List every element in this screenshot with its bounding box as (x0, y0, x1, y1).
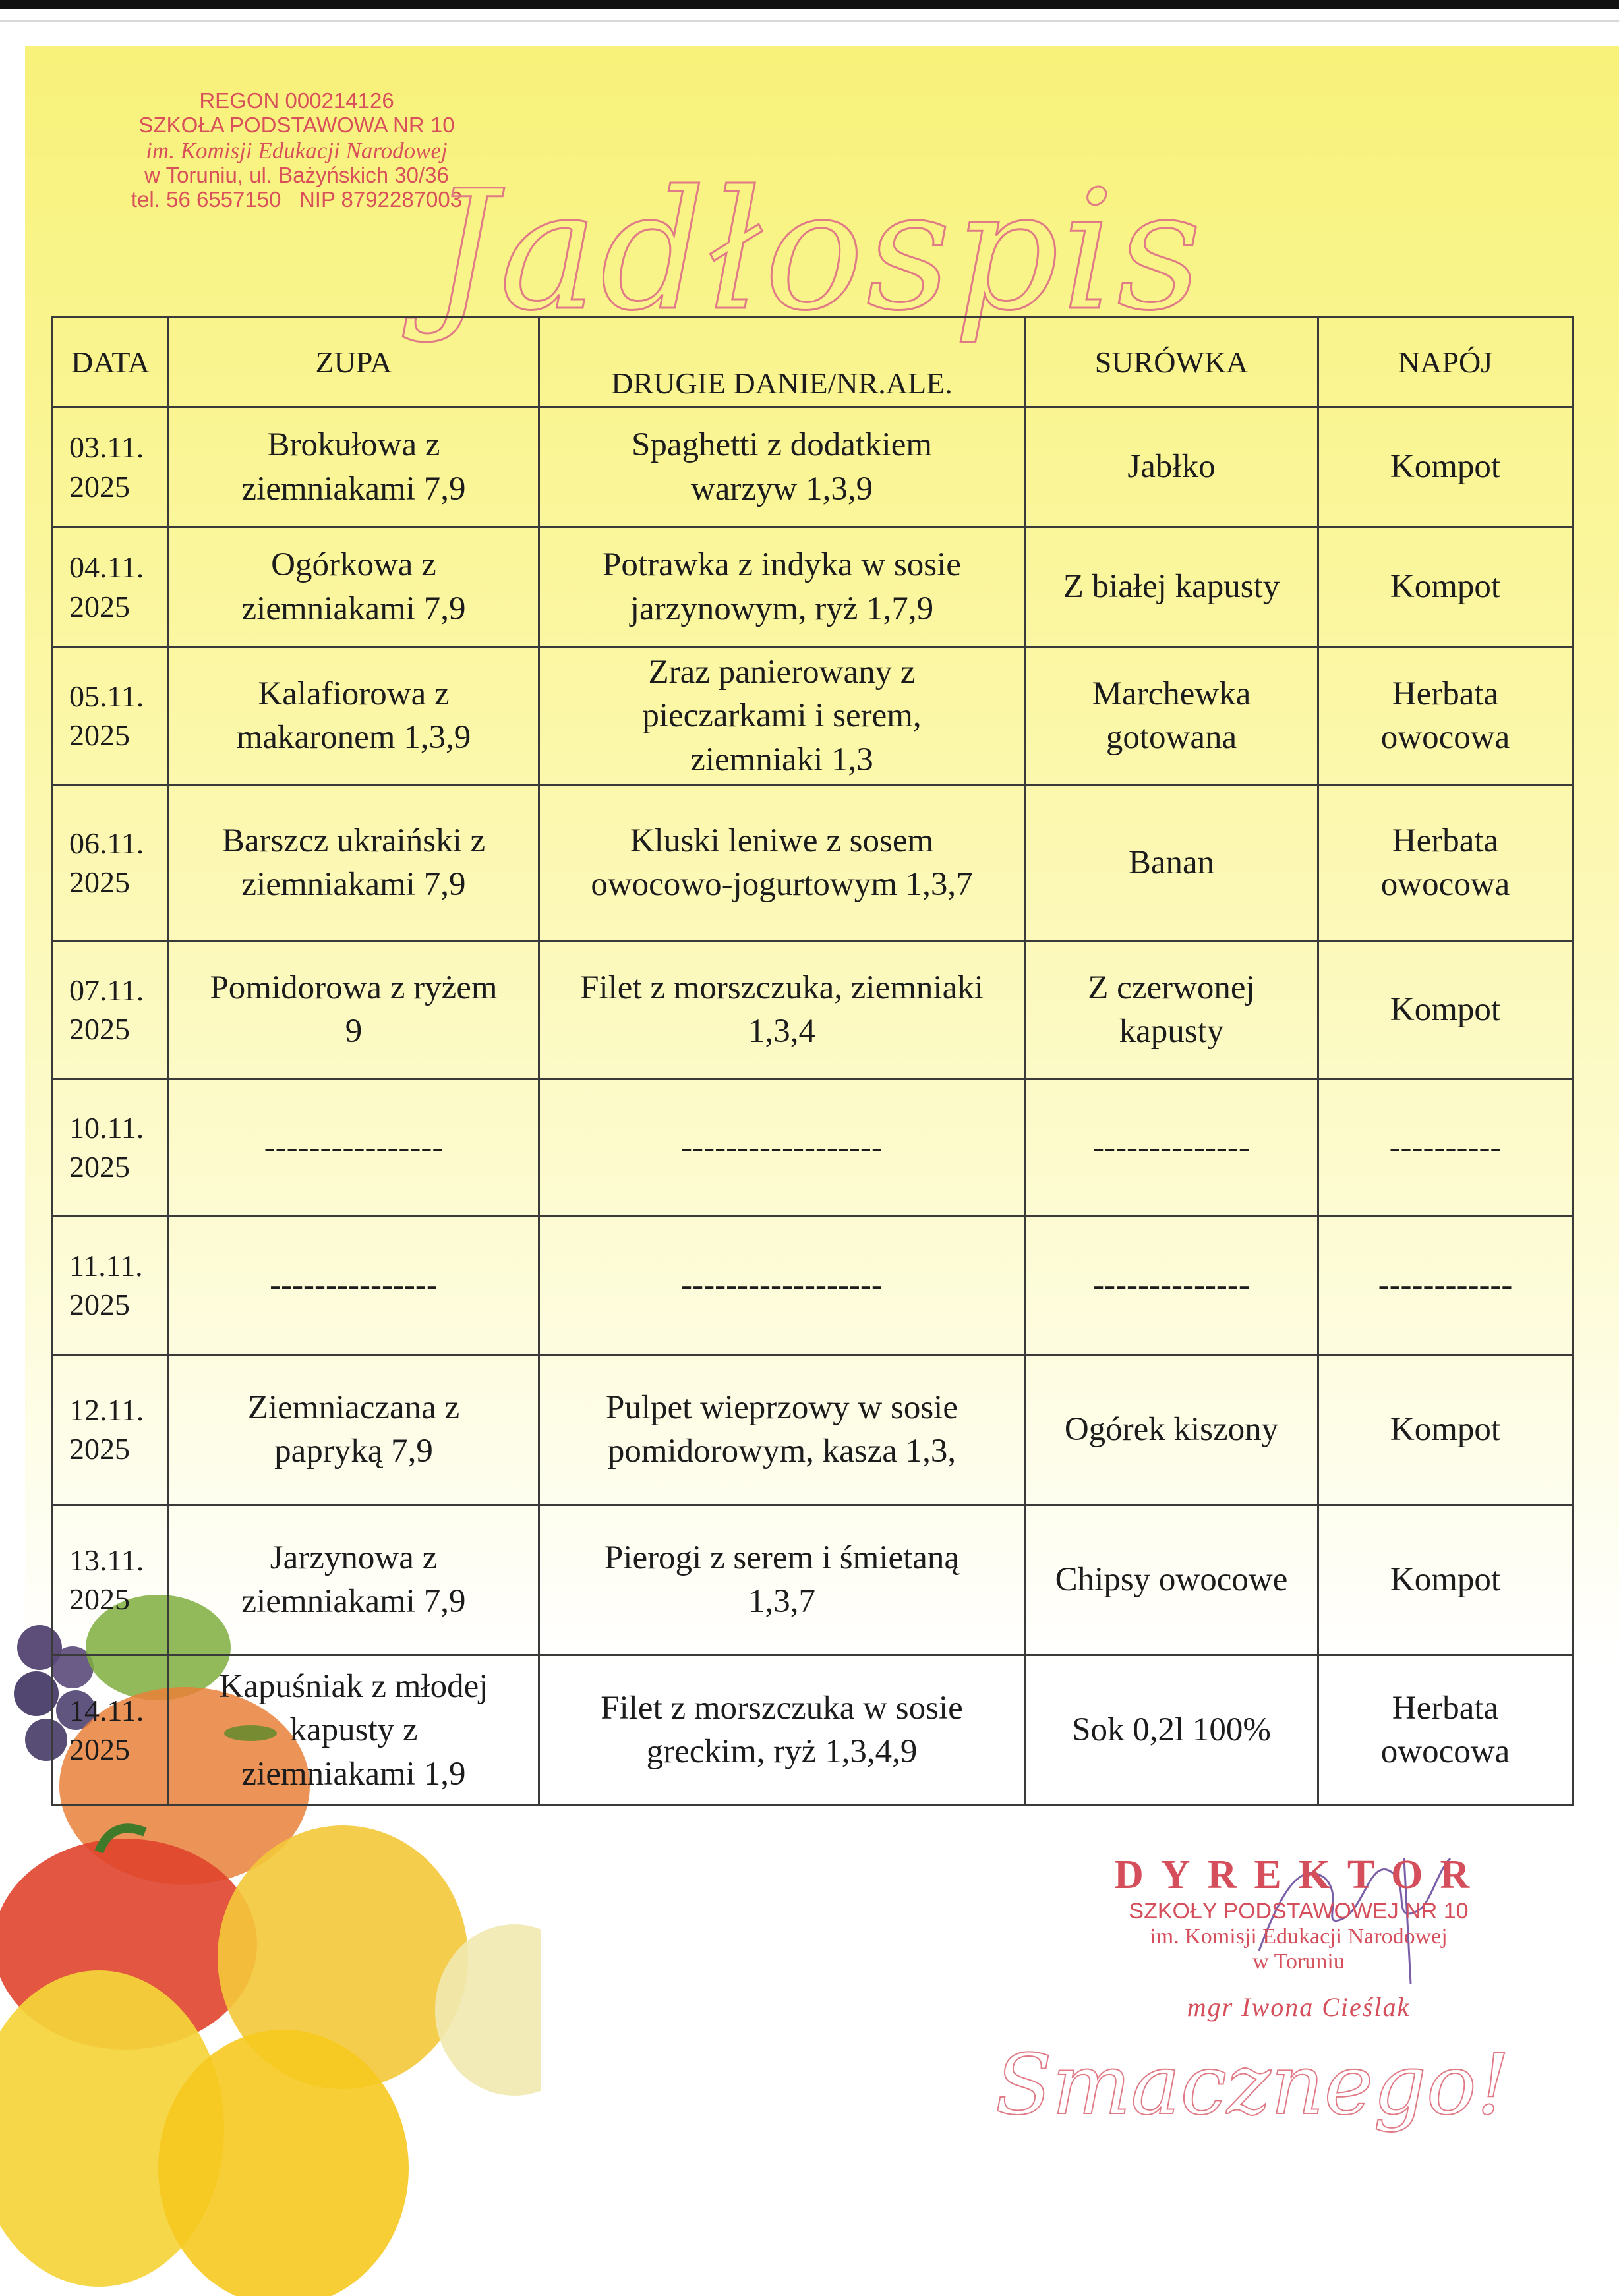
menu-table (51, 316, 1574, 1806)
scan-top-edge (0, 0, 1619, 9)
salad-cell (1025, 785, 1318, 940)
date-cell (53, 647, 169, 786)
cell-line: Sok 0,2l 100% (1072, 1711, 1271, 1749)
table-row (53, 1216, 1573, 1354)
cell-line: warzyw 1,3,9 (690, 470, 873, 507)
cell-line: 2025 (69, 865, 130, 900)
cell-line: Pulpet wieprzowy w sosie (605, 1389, 958, 1427)
cell-line: owocowa (1380, 1733, 1510, 1771)
drink-cell (1318, 1505, 1573, 1655)
table-row (53, 785, 1573, 940)
header-salad: SURÓWKA (1025, 318, 1318, 407)
stamp-regon: REGON 000214126 (199, 88, 394, 113)
drink-cell (1318, 647, 1573, 786)
cell-line: Spaghetti z dodatkiem (631, 426, 933, 464)
cell-line: -------------- (1093, 1129, 1250, 1166)
cell-line: 2025 (69, 469, 130, 503)
stamp-phone: tel. 56 6557150 (131, 187, 281, 212)
cell-line: Kalafiorowa z (258, 675, 450, 713)
date-cell (53, 1354, 169, 1505)
director-title: DYREKTOR (1114, 1852, 1487, 1897)
stamp-patron: im. Komisji Edukacji Narodowej (146, 137, 448, 163)
cell-line: 1,3,4 (748, 1013, 815, 1050)
header-soup: ZUPA (169, 318, 539, 407)
table-row (53, 407, 1573, 527)
salad-cell (1025, 1354, 1318, 1505)
cell-line: Banan (1128, 844, 1215, 882)
drink-cell (1318, 940, 1573, 1079)
main-dish-cell (539, 1216, 1025, 1354)
header-row (53, 318, 1573, 407)
cell-line: 2025 (69, 718, 130, 753)
cell-line: 2025 (69, 1582, 130, 1617)
cell-line: ziemniaki 1,3 (690, 741, 873, 778)
soup-cell (169, 527, 539, 647)
salad-cell (1025, 1079, 1318, 1216)
date-cell (53, 1655, 169, 1805)
cell-line: Zraz panierowany z (648, 654, 916, 691)
cell-line: 9 (345, 1013, 363, 1050)
table-row (53, 647, 1573, 786)
main-dish-cell (539, 1505, 1025, 1655)
soup-cell (169, 1354, 539, 1505)
soup-cell (169, 647, 539, 786)
cell-line: 2025 (69, 1288, 130, 1322)
cell-line: 14.11. (69, 1693, 144, 1727)
main-dish-cell (539, 785, 1025, 940)
cell-line: makaronem 1,3,9 (236, 719, 471, 757)
cell-line: Ogórkowa z (271, 546, 436, 584)
cell-line: Jabłko (1127, 448, 1216, 486)
cell-line: 2025 (69, 1012, 130, 1047)
cell-line: ziemniakami 7,9 (241, 590, 466, 627)
cell-line: ------------------ (681, 1267, 883, 1304)
cell-line: ziemniakami 1,9 (241, 1755, 466, 1793)
date-cell (53, 785, 169, 940)
soup-cell (169, 785, 539, 940)
director-school: SZKOŁY PODSTAWOWEJ NR 10 (1129, 1899, 1469, 1924)
salad-cell (1025, 527, 1318, 647)
soup-cell (169, 1505, 539, 1655)
table-row (53, 1655, 1573, 1805)
cell-line: 10.11. (69, 1110, 144, 1145)
date-cell (53, 527, 169, 647)
director-city: w Toruniu (1252, 1949, 1345, 1974)
main-dish-cell (539, 940, 1025, 1079)
cell-line: 04.11. (69, 550, 144, 584)
cell-line: Herbata (1392, 822, 1499, 860)
salad-cell (1025, 940, 1318, 1079)
drink-cell (1318, 1655, 1573, 1805)
cell-line: pieczarkami i serem, (642, 697, 922, 735)
table-row (53, 1079, 1573, 1216)
header-main-dish: DRUGIE DANIE/NR.ALE. (539, 318, 1025, 407)
header-drink: NAPÓJ (1318, 318, 1573, 407)
director-stamp (1114, 1852, 1487, 2023)
cell-line: Chipsy owocowe (1055, 1561, 1288, 1599)
cell-line: ---------- (1389, 1129, 1502, 1166)
date-cell (53, 1216, 169, 1354)
date-cell (53, 940, 169, 1079)
drink-cell (1318, 527, 1573, 647)
director-name: mgr Iwona Cieślak (1187, 1992, 1411, 2022)
main-dish-cell (539, 1655, 1025, 1805)
cell-line: 07.11. (69, 973, 144, 1007)
salad-cell (1025, 1216, 1318, 1354)
cell-line: Ogórek kiszony (1064, 1411, 1279, 1449)
stamp-address: w Toruniu, ul. Bażyńskich 30/36 (144, 163, 449, 188)
soup-cell (169, 1079, 539, 1216)
cell-line: Ziemniaczana z (247, 1389, 460, 1427)
cell-line: greckim, ryż 1,3,4,9 (646, 1733, 918, 1771)
soup-cell (169, 1216, 539, 1354)
cell-line: 2025 (69, 589, 130, 623)
cell-line: 2025 (69, 1733, 130, 1767)
cell-line: 2025 (69, 1150, 130, 1184)
stamp-school: SZKOŁA PODSTAWOWA NR 10 (138, 112, 455, 137)
cell-line: kapusty (1119, 1013, 1224, 1050)
table-row (53, 940, 1573, 1079)
salad-cell (1025, 407, 1318, 527)
cell-line: ziemniakami 7,9 (241, 866, 466, 904)
cell-line: ziemniakami 7,9 (241, 470, 466, 507)
cell-line: 05.11. (69, 679, 144, 713)
table-row (53, 1505, 1573, 1655)
cell-line: Herbata (1392, 1690, 1499, 1727)
cell-line: Kompot (1390, 448, 1501, 486)
cell-line: kapusty z (289, 1711, 418, 1749)
closing-greeting: Smacznego! (995, 2036, 1510, 2133)
cell-line: Brokułowa z (267, 426, 440, 464)
cell-line: Z czerwonej (1088, 969, 1255, 1007)
cell-line: Barszcz ukraiński z (221, 822, 486, 860)
cell-line: owocowo-jogurtowym 1,3,7 (591, 866, 973, 904)
main-dish-cell (539, 1354, 1025, 1505)
cell-line: Filet z morszczuka, ziemniaki (580, 969, 984, 1007)
cell-line: ---------------- (264, 1129, 444, 1166)
cell-line: 1,3,7 (748, 1583, 815, 1621)
soup-cell (169, 1655, 539, 1805)
cell-line: 11.11. (69, 1248, 143, 1282)
cell-line: Herbata (1392, 675, 1499, 713)
main-dish-cell (539, 407, 1025, 527)
drink-cell (1318, 1079, 1573, 1216)
date-cell (53, 407, 169, 527)
cell-line: Kompot (1390, 1411, 1501, 1449)
cell-line: --------------- (270, 1267, 438, 1304)
cell-line: Potrawka z indyka w sosie (603, 546, 961, 584)
main-dish-cell (539, 527, 1025, 647)
soup-cell (169, 407, 539, 527)
cell-line: owocowa (1380, 719, 1510, 757)
cell-line: owocowa (1380, 866, 1510, 904)
drink-cell (1318, 1354, 1573, 1505)
cell-line: pomidorowym, kasza 1,3, (607, 1433, 957, 1470)
soup-cell (169, 940, 539, 1079)
table-row (53, 1354, 1573, 1505)
cell-line: ziemniakami 7,9 (241, 1583, 466, 1621)
director-patron: im. Komisji Edukacji Narodowej (1150, 1924, 1448, 1949)
drink-cell (1318, 1216, 1573, 1354)
drink-cell (1318, 785, 1573, 940)
drink-cell (1318, 407, 1573, 527)
date-cell (53, 1079, 169, 1216)
cell-line: Kapuśniak z młodej (219, 1667, 488, 1705)
salad-cell (1025, 647, 1318, 786)
cell-line: Z białej kapusty (1063, 568, 1280, 606)
cell-line: Marchewka (1092, 675, 1251, 713)
cell-line: jarzynowym, ryż 1,7,9 (630, 590, 934, 627)
cell-line: Filet z morszczuka w sosie (601, 1690, 963, 1727)
cell-line: -------------- (1093, 1267, 1250, 1304)
page-title: Jadłospis (430, 155, 1204, 347)
stamp-nip: NIP 8792287003 (299, 187, 463, 212)
date-cell (53, 1505, 169, 1655)
cell-line: 03.11. (69, 430, 144, 464)
cell-line: 06.11. (69, 826, 144, 860)
cell-line: 2025 (69, 1432, 130, 1466)
cell-line: ------------------ (681, 1129, 883, 1166)
cell-line: gotowana (1105, 719, 1237, 757)
header-date: DATA (53, 318, 169, 407)
main-dish-cell (539, 1079, 1025, 1216)
cell-line: Kompot (1390, 568, 1501, 606)
salad-cell (1025, 1655, 1318, 1805)
main-dish-cell (539, 647, 1025, 786)
cell-line: Pierogi z serem i śmietaną (604, 1539, 960, 1577)
salad-cell (1025, 1505, 1318, 1655)
cell-line: Jarzynowa z (270, 1539, 438, 1577)
scan-edge-line (0, 20, 1619, 22)
cell-line: Kompot (1390, 1561, 1501, 1599)
cell-line: Pomidorowa z ryżem (210, 969, 498, 1007)
cell-line: 13.11. (69, 1543, 144, 1577)
table-row (53, 527, 1573, 647)
cell-line: Kompot (1390, 991, 1501, 1029)
cell-line: ------------ (1378, 1267, 1513, 1304)
cell-line: Kluski leniwe z sosem (630, 822, 934, 860)
cell-line: papryką 7,9 (274, 1433, 433, 1470)
cell-line: 12.11. (69, 1392, 144, 1427)
